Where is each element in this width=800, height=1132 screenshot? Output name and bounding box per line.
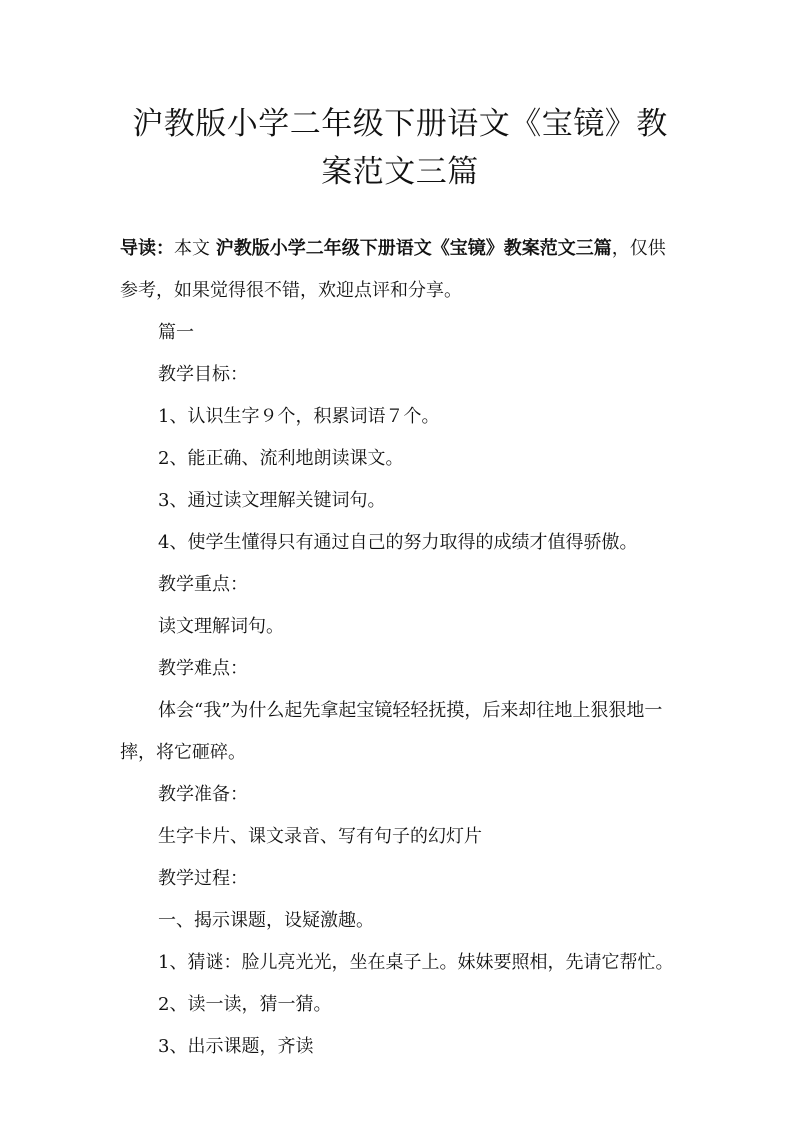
lead-bold-title: 沪教版小学二年级下册语文《宝镜》教案范文三篇 xyxy=(215,238,612,259)
text-line: 2、能正确、流利地朗读课文。 xyxy=(158,448,404,469)
text-line: 教学准备： xyxy=(158,784,248,805)
text-line: 1、认识生字９个，积累词语７个。 xyxy=(158,406,440,427)
text-line: 1、猜谜：脸儿亮光光，坐在桌子上。妹妹要照相，先请它帮忙。 xyxy=(158,952,674,973)
section-heading: 篇一 xyxy=(158,322,194,343)
text-line: 教学重点： xyxy=(158,574,248,595)
lead-text-suffix: ，仅供参考，如果觉得很不错，欢迎点评和分享。 xyxy=(120,238,666,301)
lead-paragraph xyxy=(120,228,680,312)
text-line: 4、使学生懂得只有通过自己的努力取得的成绩才值得骄傲。 xyxy=(158,532,638,553)
text-line: 3、出示课题，齐读 xyxy=(158,1036,314,1057)
difficulty-paragraph: 体会“我”为什么起先拿起宝镜轻轻抚摸，后来却往地上狠狠地一摔，将它砸碎。 xyxy=(120,700,663,763)
lead-label: 导读： xyxy=(120,238,174,259)
text-line: 教学难点： xyxy=(158,658,248,679)
lead-text-prefix: 本文 xyxy=(174,238,216,259)
text-line: 教学目标： xyxy=(158,364,248,385)
text-line: 2、读一读，猜一猜。 xyxy=(158,994,332,1015)
text-line: 读文理解词句。 xyxy=(158,616,284,637)
text-line: 教学过程： xyxy=(158,868,248,889)
text-line: 一、揭示课题，设疑激趣。 xyxy=(158,910,374,931)
document-title: 沪教版小学二年级下册语文《宝镜》教案范文三篇 xyxy=(132,106,668,190)
text-line: 生字卡片、课文录音、写有句子的幻灯片 xyxy=(158,826,482,847)
text-line: 3、通过读文理解关键词句。 xyxy=(158,490,386,511)
